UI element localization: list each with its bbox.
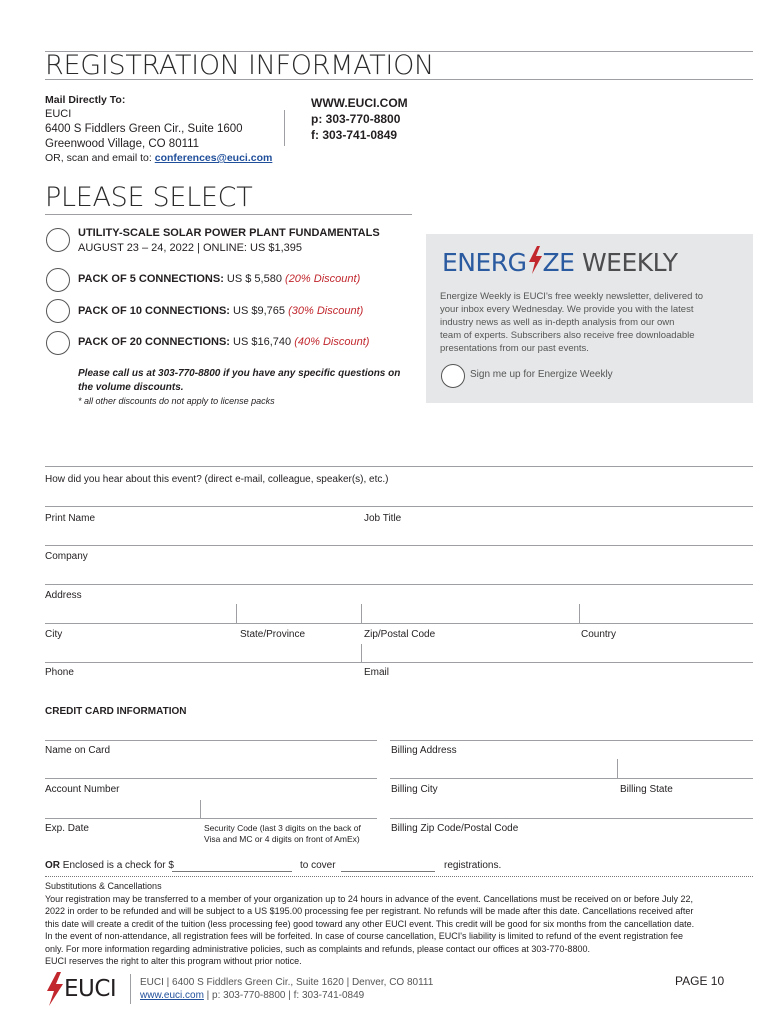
- pack-20-checkbox[interactable]: [46, 331, 70, 355]
- name-on-card-line[interactable]: [45, 740, 377, 741]
- zip-divider: [579, 604, 580, 623]
- select-rule: [45, 214, 412, 215]
- account-number-label: Account Number: [45, 784, 120, 795]
- energize-title: ENERG ZE WEEKLY: [442, 246, 678, 280]
- call-note: Please call us at 303-770-8800 if you have any specific questions on the volume discounts.: [78, 368, 401, 393]
- page-number: PAGE 10: [675, 974, 725, 988]
- phone-label: Phone: [45, 667, 74, 678]
- registration-rule: [45, 79, 753, 80]
- policy-block: Substitutions & Cancellations Your registration may be transferred to a member of your organization up to 24 hours in advance of the event. Cancellations must be received on or before July 22, 2022 in order to be refunded and will be subject to a US $195.00 processing fee per registrant. No refunds will be made after this date. Cancellations received after this date will create a credit of the tuition (less processing fee) good toward any other EUCI event. This credit will be good for six months from the cancellation date. In the event of non-attendance, all registration fees will be forfeited. In case of course cancellation, EUCI's liability is limited to refund of the event registration fee only. For more information regarding administrative policies, such as complaints and refunds, please contact our offices at 303-770-8800. EUCI reserves the right to alter this program without prior notice.: [45, 881, 695, 966]
- security-code-label: Security Code (last 3 digits on the back of Visa and MC or 4 digits on front of AmEx): [204, 823, 361, 844]
- footer-web-link[interactable]: www.euci.com: [140, 990, 204, 1001]
- country-label: Country: [581, 629, 617, 640]
- scan-text: OR, scan and email to:: [45, 152, 152, 164]
- billing-city-line[interactable]: [390, 778, 753, 779]
- email-label: Email: [364, 667, 390, 678]
- footer-contact: EUCI | 6400 S Fiddlers Green Cir., Suite 1620 | Denver, CO 80111 www.euci.com | p: 303-770-8800 | f: 303-741-0849: [140, 977, 434, 1001]
- fax-number: f: 303-741-0849: [311, 128, 398, 142]
- energize-box: [426, 234, 753, 403]
- billing-address-line[interactable]: [390, 740, 753, 741]
- mail-street: 6400 S Fiddlers Green Cir., Suite 1600: [45, 123, 243, 135]
- course-detail: AUGUST 23 – 24, 2022 | ONLINE: US $1,395: [78, 242, 302, 254]
- pack-5-label: PACK OF 5 CONNECTIONS: US $ 5,580 (20% Discount): [78, 273, 361, 285]
- website[interactable]: WWW.EUCI.COM: [311, 96, 408, 110]
- check-line-label: OR Enclosed is a check for $: [45, 860, 174, 871]
- company-label: Company: [45, 551, 88, 562]
- billing-zip-label: Billing Zip Code/Postal Code: [391, 823, 519, 834]
- city-divider: [236, 604, 237, 623]
- city-line[interactable]: [45, 623, 753, 624]
- address-label: Address: [45, 590, 82, 601]
- phone-divider: [361, 644, 362, 662]
- account-number-line[interactable]: [45, 778, 377, 779]
- registrations-count-line[interactable]: [341, 871, 435, 872]
- select-heading: PLEASE SELECT: [45, 182, 253, 213]
- footer-logo: EUCI: [44, 972, 116, 1006]
- city-label: City: [45, 629, 63, 640]
- check-amount-line[interactable]: [172, 871, 292, 872]
- contact-divider: [284, 110, 285, 146]
- phone-number: p: 303-770-8800: [311, 112, 401, 126]
- check-divider: [45, 876, 753, 877]
- top-rule: [45, 51, 753, 52]
- exp-date-line[interactable]: [45, 818, 377, 819]
- exp-date-label: Exp. Date: [45, 823, 89, 834]
- state-divider: [361, 604, 362, 623]
- mail-label: Mail Directly To:: [45, 94, 126, 106]
- zip-label: Zip/Postal Code: [364, 629, 436, 640]
- pack-10-checkbox[interactable]: [46, 299, 70, 323]
- energize-signup-checkbox[interactable]: [441, 364, 465, 388]
- state-label: State/Province: [240, 629, 306, 640]
- billing-city-label: Billing City: [391, 784, 438, 795]
- energize-signup-label: Sign me up for Energize Weekly: [470, 369, 613, 380]
- billing-address-label: Billing Address: [391, 745, 457, 756]
- course-checkbox[interactable]: [46, 228, 70, 252]
- name-line[interactable]: [45, 506, 753, 507]
- hear-line[interactable]: [45, 466, 753, 467]
- registration-heading: REGISTRATION INFORMATION: [45, 50, 434, 81]
- name-on-card-label: Name on Card: [45, 745, 111, 756]
- policy-heading: Substitutions & Cancellations: [45, 881, 162, 891]
- footnote: * all other discounts do not apply to license packs: [78, 396, 275, 406]
- print-name-label: Print Name: [45, 513, 96, 524]
- address-line[interactable]: [45, 584, 753, 585]
- billing-city-divider: [617, 759, 618, 778]
- phone-line[interactable]: [45, 662, 753, 663]
- job-title-label: Job Title: [364, 513, 402, 524]
- email-link[interactable]: conferences@euci.com: [154, 152, 273, 164]
- energize-description: Energize Weekly is EUCI's free weekly newsletter, delivered to your inbox every Wednesday. We provide you with the latest industry news as well as in-depth analysis from our own team of experts. Subscribers also receive free downloadable presentations from our past events.: [440, 291, 703, 354]
- hear-label: How did you hear about this event? (direct e-mail, colleague, speaker(s), etc.): [45, 474, 389, 485]
- pack-20-label: PACK OF 20 CONNECTIONS: US $16,740 (40% Discount): [78, 336, 370, 348]
- credit-heading: CREDIT CARD INFORMATION: [45, 706, 187, 717]
- pack-10-label: PACK OF 10 CONNECTIONS: US $9,765 (30% Discount): [78, 305, 364, 317]
- course-title: UTILITY-SCALE SOLAR POWER PLANT FUNDAMENTALS: [78, 227, 380, 239]
- mail-org: EUCI: [45, 108, 72, 120]
- billing-state-label: Billing State: [620, 784, 673, 795]
- mail-city: Greenwood Village, CO 80111: [45, 138, 200, 150]
- footer-divider: [130, 974, 131, 1004]
- company-line[interactable]: [45, 545, 753, 546]
- lightning-icon: [527, 246, 543, 280]
- pack-5-checkbox[interactable]: [46, 268, 70, 292]
- registrations-label: registrations.: [444, 860, 502, 871]
- lightning-icon: [44, 972, 64, 1011]
- exp-divider: [200, 800, 201, 818]
- billing-zip-line[interactable]: [390, 818, 753, 819]
- to-cover-label: to cover: [300, 860, 336, 871]
